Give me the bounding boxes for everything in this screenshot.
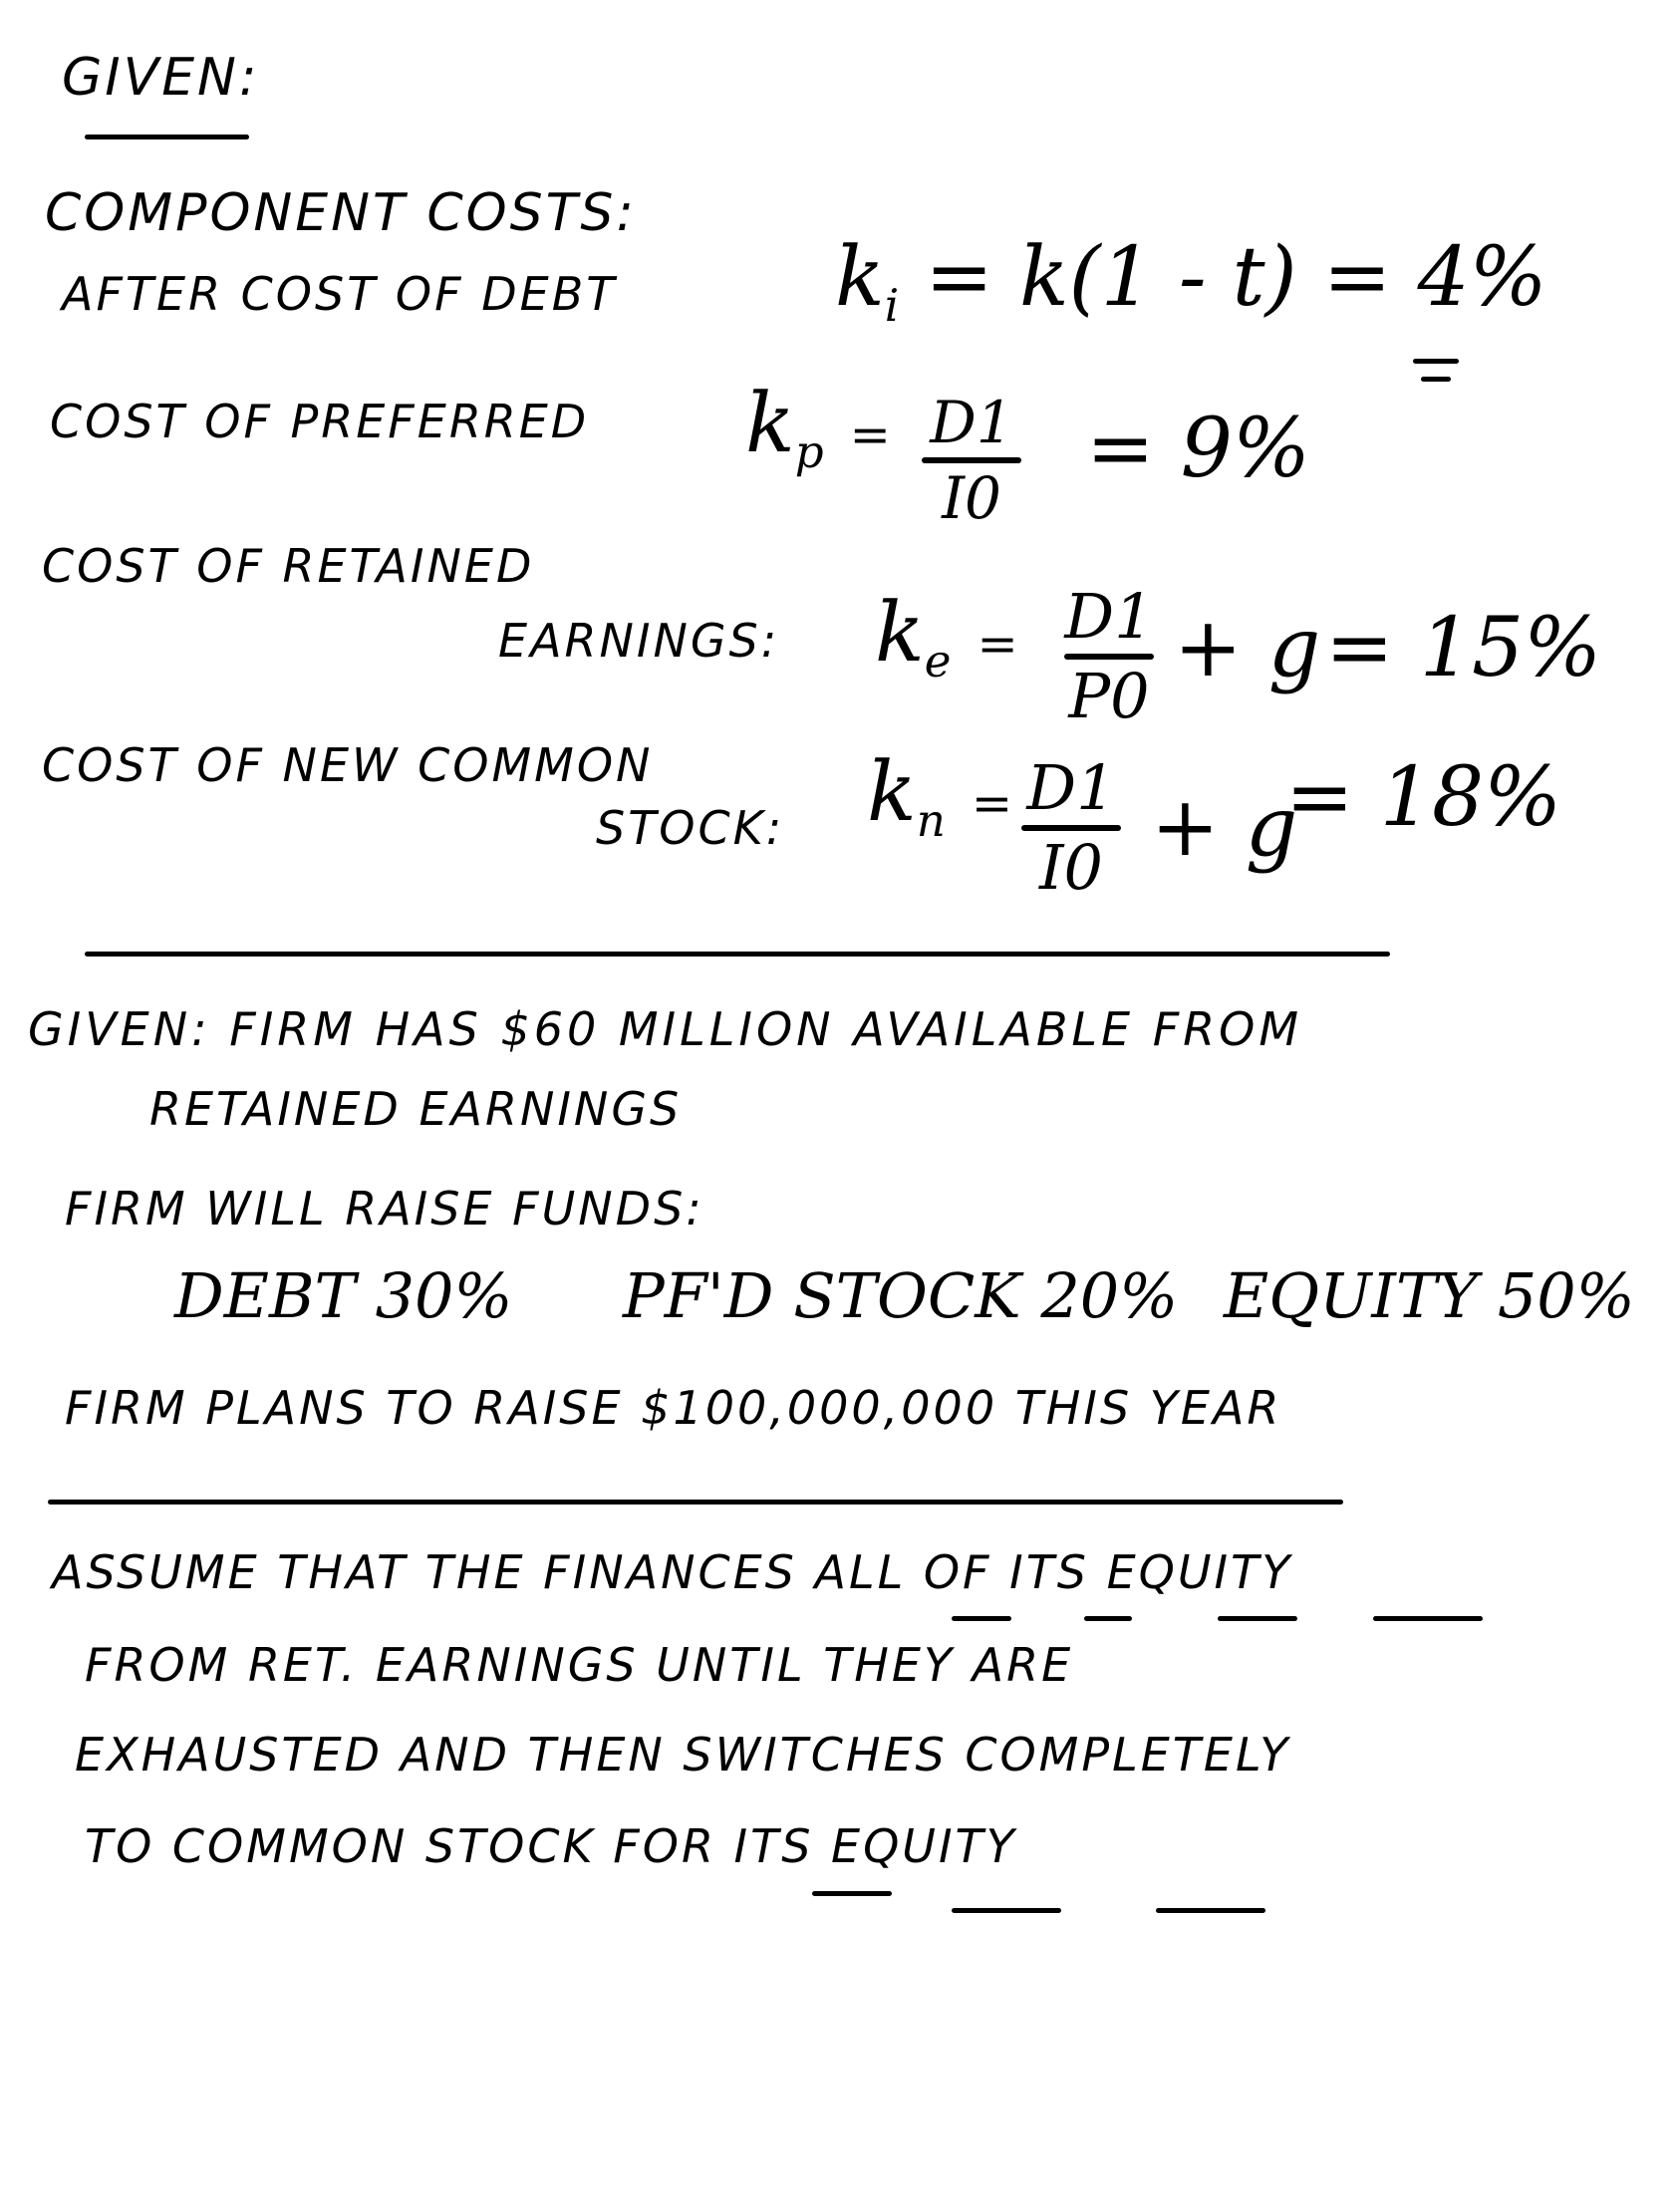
firm-retained-earnings-line: GIVEN: FIRM HAS $60 MILLION AVAILABLE FROM (28, 1002, 1303, 1056)
of-underline (1084, 1616, 1132, 1621)
retained-cost-result: = 15% (1325, 601, 1602, 695)
given-heading: GIVEN: (62, 48, 260, 108)
preferred-cost-label: COST OF PREFERRED (50, 395, 590, 448)
debt-result-underline-2 (1421, 377, 1451, 382)
new-common-cost-result: = 18% (1285, 750, 1562, 845)
equity-weight: EQUITY 50% (1224, 1259, 1635, 1332)
new-common-growth: + g (1151, 780, 1298, 875)
section-divider-2 (48, 1500, 1343, 1505)
given-underline (85, 135, 249, 139)
component-costs-heading: COMPONENT COSTS: (45, 183, 637, 243)
retained-earnings-line: RETAINED EARNINGS (149, 1082, 683, 1136)
retained-growth: + g (1174, 601, 1321, 695)
section-divider-1 (85, 952, 1390, 957)
raise-amount-line: FIRM PLANS TO RAISE $100,000,000 THIS YEAR (65, 1381, 1282, 1435)
preferred-lhs: $k_p$ = (745, 377, 891, 478)
all-underline (952, 1616, 1011, 1621)
retained-cost-label: COST OF RETAINED (42, 539, 535, 593)
assumption-line-4: TO COMMON STOCK FOR ITS EQUITY (85, 1819, 1017, 1873)
debt-cost-equation: $k_i = k(1 - t) = 4\%$ (835, 230, 1547, 332)
its-underline-2 (952, 1908, 1061, 1913)
raise-funds-line: FIRM WILL RAISE FUNDS: (65, 1182, 704, 1235)
for-underline (812, 1891, 892, 1896)
new-common-fraction: D1 I0 (1021, 757, 1121, 899)
its-underline (1218, 1616, 1297, 1621)
debt-cost-result: 4% (1417, 230, 1547, 325)
debt-cost-label: AFTER COST OF DEBT (62, 267, 618, 321)
retained-lhs: $k_e$ = (875, 586, 1018, 687)
retained-fraction: D1 P0 (1064, 580, 1154, 732)
assumption-line-2: FROM RET. EARNINGS UNTIL THEY ARE (85, 1638, 1074, 1692)
preferred-weight: PF'D STOCK 20% (623, 1259, 1179, 1332)
new-common-cost-label-2: STOCK: (596, 801, 785, 855)
debt-result-underline (1413, 359, 1459, 364)
equity-underline-2 (1156, 1908, 1265, 1913)
debt-weight: DEBT 30% (174, 1259, 513, 1332)
assumption-line-1: ASSUME THAT THE FINANCES ALL OF ITS EQUITY (52, 1545, 1293, 1599)
preferred-cost-result: = 9% (1086, 402, 1310, 496)
retained-cost-label-2: EARNINGS: (498, 614, 780, 668)
new-common-cost-label: COST OF NEW COMMON (42, 738, 654, 792)
preferred-fraction: D1 I0 (922, 394, 1021, 527)
new-common-lhs: $k_n$ = (867, 745, 1013, 847)
assumption-line-3: EXHAUSTED AND THEN SWITCHES COMPLETELY (75, 1728, 1291, 1781)
equity-underline (1373, 1616, 1483, 1621)
